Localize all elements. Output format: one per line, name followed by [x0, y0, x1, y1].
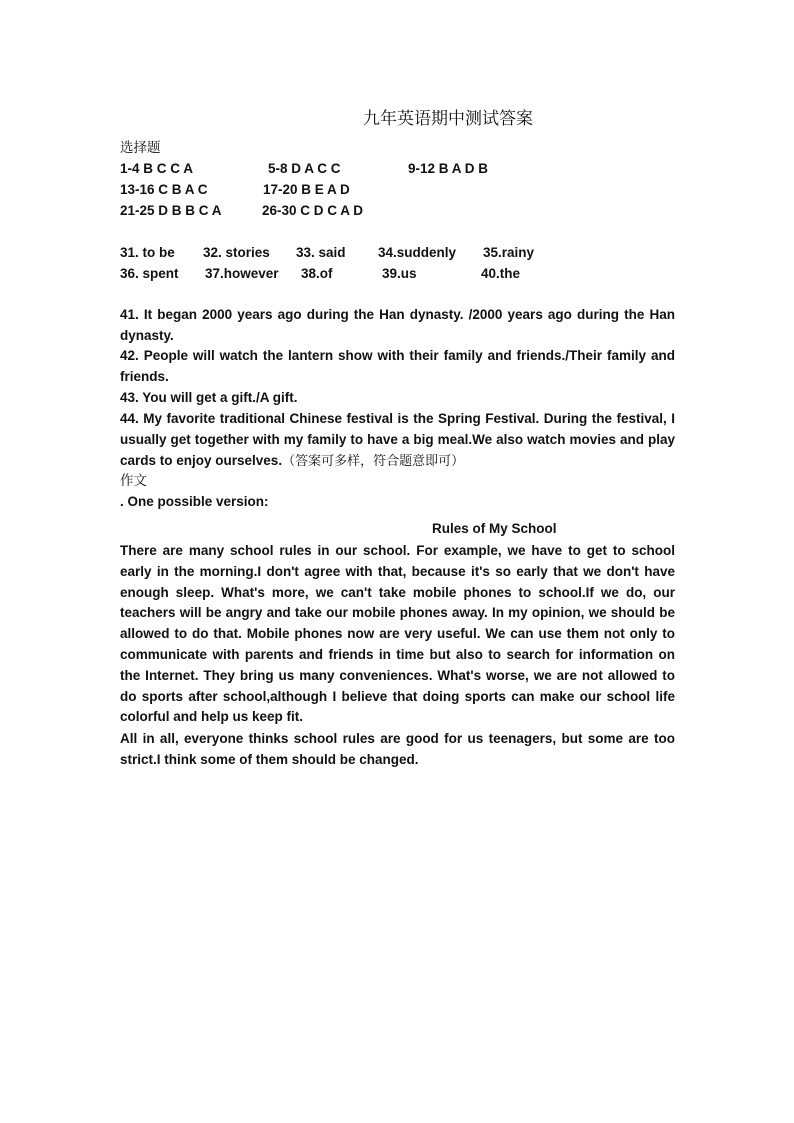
- fill-row-2: [120, 265, 675, 283]
- choice-row-1: [120, 160, 675, 178]
- answer-44-note: （答案可多样，符合题意即可）: [282, 453, 465, 469]
- choice-cell: 17-20 B E A D: [263, 182, 350, 197]
- choice-cell: 1-4 B C C A: [120, 161, 194, 176]
- essay-paragraph-1: There are many school rules in our school. For example, we have to get to school early in the morning.I don't agree with that, because it's so early that we don't have enough sleep. What's more, we can't take mobile phones to school.If we do, our teachers will be angry and take our mobile phones away. In my opinion, we should be allowed to do that. Mobile phones now are very useful. We can use them not only to communicate with parents and friends in time but also to search for information on the Internet. They bring us many conveniences. What's worse, we are not allowed to do sports after school,although I believe that doing sports can make our school life colorful and help us keep fit.: [120, 543, 675, 725]
- page-title: 九年英语期中测试答案: [363, 109, 533, 129]
- choice-cell: 5-8 D A C C: [268, 161, 341, 176]
- essay-paragraph-2: All in all, everyone thinks school rules are good for us teenagers, but some are too strict.I think some of them should be changed.: [120, 731, 675, 767]
- answer-42: 42. People will watch the lantern show with their family and friends./Their family and friends.: [120, 348, 675, 384]
- fill-cell: 32. stories: [203, 245, 270, 260]
- choice-row-2: [120, 181, 675, 199]
- choice-cell: 21-25 D B B C A: [120, 203, 222, 218]
- answer-41: 41. It began 2000 years ago during the Han dynasty. /2000 years ago during the Han dynasty.: [120, 307, 675, 343]
- fill-row-1: [120, 244, 675, 262]
- fill-cell: 33. said: [296, 245, 346, 260]
- fill-cell: 35.rainy: [483, 245, 535, 260]
- fill-cell: 31. to be: [120, 245, 175, 260]
- fill-cell: 38.of: [301, 266, 333, 281]
- answer-44-text: 44. My favorite traditional Chinese festival is the Spring Festival. During the festival, I usually get together with my family to have a big meal.We also watch movies and play cards to enjoy ourselves.: [120, 411, 675, 468]
- answer-43: 43. You will get a gift./A gift.: [120, 390, 298, 405]
- essay-title: Rules of My School: [432, 521, 557, 536]
- fill-cell: 34.suddenly: [378, 245, 457, 260]
- choice-cell: 13-16 C B A C: [120, 182, 208, 197]
- fill-cell: 39.us: [382, 266, 417, 281]
- choice-cell: 9-12 B A D B: [408, 161, 489, 176]
- fill-cell: 37.however: [205, 266, 279, 281]
- choice-row-3: [120, 202, 675, 220]
- choice-heading: 选择题: [120, 140, 161, 156]
- choice-cell: 26-30 C D C A D: [262, 203, 364, 218]
- fill-cell: 40.the: [481, 266, 521, 281]
- answer-44: [120, 409, 675, 472]
- fill-cell: 36. spent: [120, 266, 179, 281]
- writing-heading: 作文: [120, 473, 147, 489]
- version-label: . One possible version:: [120, 494, 269, 509]
